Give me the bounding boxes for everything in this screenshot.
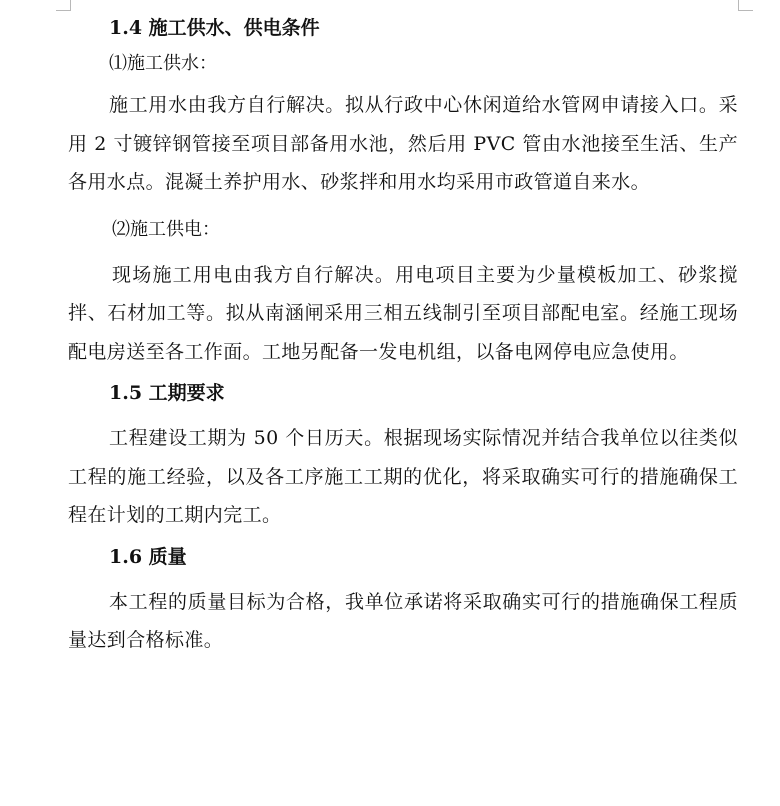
paragraph-power-supply: 现场施工用电由我方自行解决。用电项目主要为少量模板加工、砂浆搅拌、石材加工等。拟从南涵闸采用三相五线制引至项目部配电室。经施工现场配电房送至各工作面。工地另配备一发电机组，以备电网停电应急使用。 [68, 263, 738, 363]
subheading-water-supply: ⑴施工供水： [109, 53, 217, 74]
paragraph-water-supply: 施工用水由我方自行解决。拟从行政中心休闲道给水管网申请接入口。采用 2 寸镀锌钢管接至项目部备用水池，然后用 PVC 管由水池接至生活、生产各用水点。混凝土养护用水、砂浆拌和用水均采用市政管道自来水。 [68, 94, 738, 193]
page-corner-mark-right [738, 0, 753, 11]
paragraph-schedule: 工程建设工期为 50 个日历天。根据现场实际情况并结合我单位以往类似工程的施工经验，以及各工序施工工期的优化，将采取确实可行的措施确保工程在计划的工期内完工。 [68, 427, 738, 526]
section-heading-1-6: 1.6 质量 [109, 545, 187, 568]
section-heading-1-4: 1.4 施工供水、供电条件 [109, 17, 320, 39]
page-corner-mark-left [56, 0, 71, 11]
paragraph-quality: 本工程的质量目标为合格，我单位承诺将采取确实可行的措施确保工程质量达到合格标准。 [68, 590, 738, 651]
document-page [68, 14, 738, 660]
subheading-power-supply: ⑵施工供电： [112, 218, 220, 240]
section-heading-1-5: 1.5 工期要求 [109, 382, 225, 404]
